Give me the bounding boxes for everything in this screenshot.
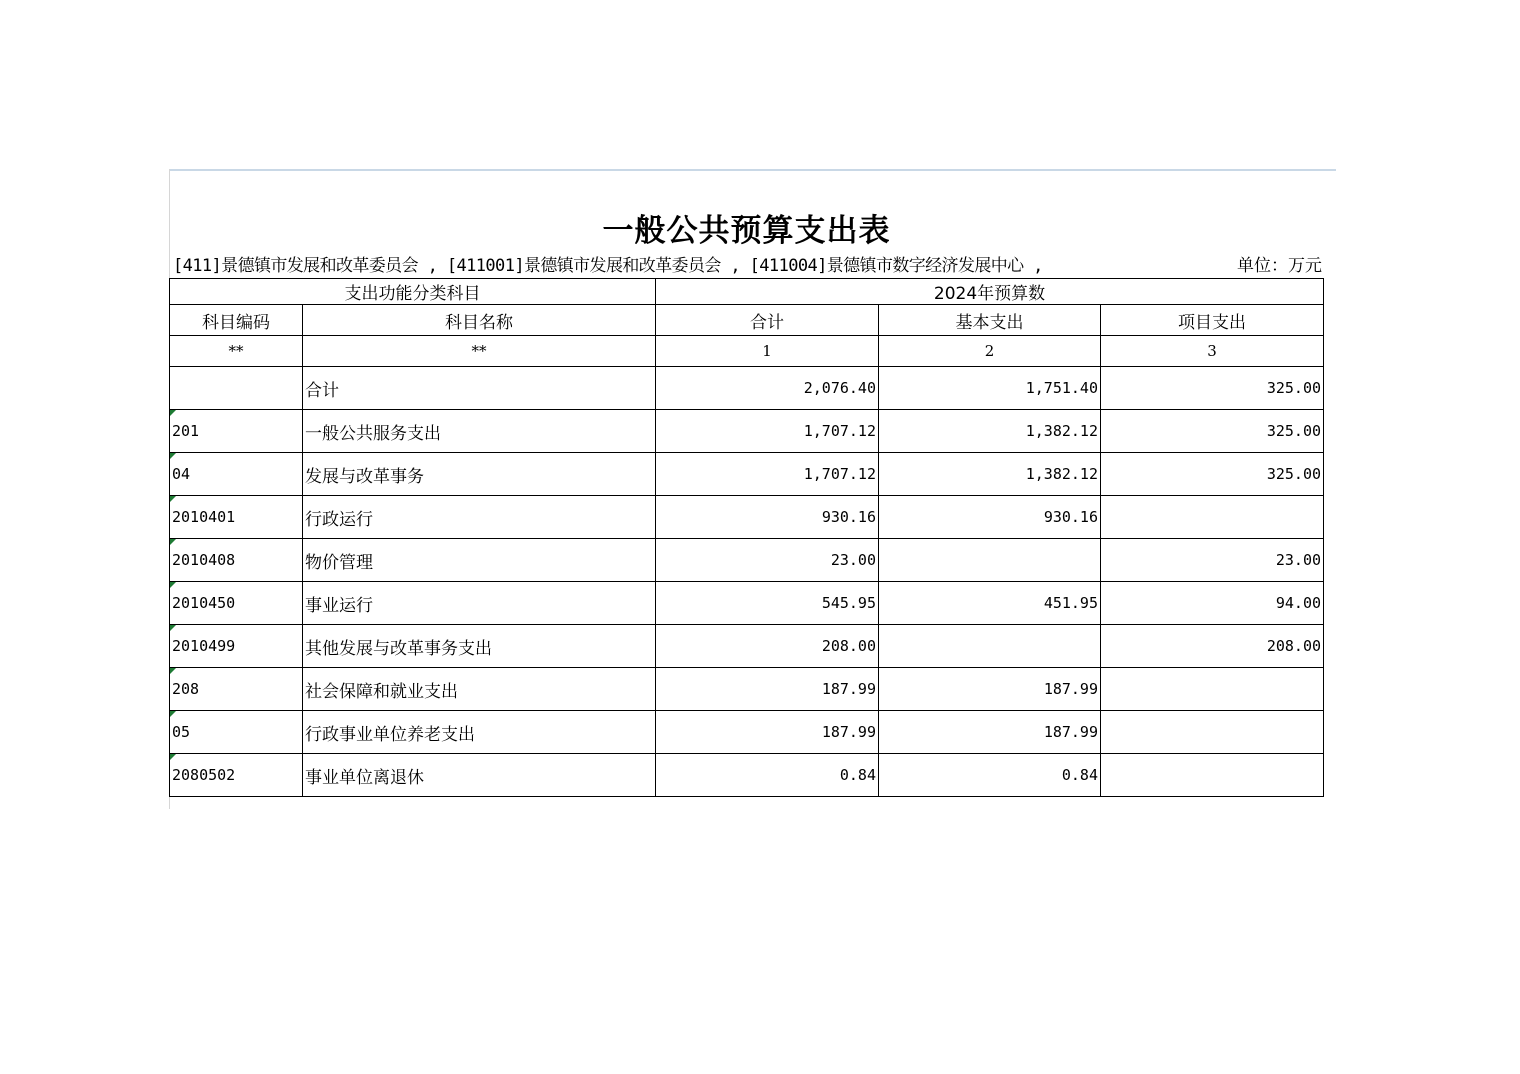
table-row (170, 754, 1324, 797)
cell-marker-icon (170, 754, 176, 760)
row-code-text: 201 (172, 422, 200, 440)
row-code[interactable] (170, 582, 303, 625)
header-index-row (170, 336, 1324, 367)
row-code[interactable] (170, 539, 303, 582)
row-basic[interactable]: 930.16 (879, 496, 1101, 539)
row-code[interactable] (170, 754, 303, 797)
header-name: 科目名称 (303, 305, 656, 336)
row-total[interactable]: 187.99 (656, 711, 879, 754)
table-row (170, 582, 1324, 625)
row-project[interactable] (1101, 496, 1324, 539)
cell-marker-icon (170, 410, 176, 416)
page-title: 一般公共预算支出表 (602, 213, 891, 249)
table-row (170, 367, 1324, 410)
header-group-row (170, 279, 1324, 305)
row-name[interactable]: 事业运行 (303, 582, 656, 625)
cell-marker-icon (170, 711, 176, 717)
row-code[interactable] (170, 410, 303, 453)
table-row (170, 668, 1324, 711)
row-basic[interactable] (879, 539, 1101, 582)
header-total: 合计 (656, 305, 879, 336)
row-total[interactable]: 23.00 (656, 539, 879, 582)
row-code-text: 2080502 (172, 766, 236, 784)
header-column-row (170, 305, 1324, 336)
row-total[interactable]: 1,707.12 (656, 453, 879, 496)
row-total[interactable]: 545.95 (656, 582, 879, 625)
row-basic[interactable]: 187.99 (879, 711, 1101, 754)
row-basic[interactable]: 1,751.40 (879, 367, 1101, 410)
unit-label: 单位：万元 (1237, 256, 1322, 276)
row-basic[interactable]: 187.99 (879, 668, 1101, 711)
row-basic[interactable]: 1,382.12 (879, 453, 1101, 496)
cell-marker-icon (170, 496, 176, 502)
row-project[interactable]: 325.00 (1101, 453, 1324, 496)
top-divider (169, 169, 1336, 171)
row-project[interactable] (1101, 754, 1324, 797)
table-row (170, 453, 1324, 496)
cell-marker-icon (170, 668, 176, 674)
row-code-text: 05 (172, 723, 191, 741)
cell-marker-icon (170, 625, 176, 631)
table-row (170, 496, 1324, 539)
row-name[interactable]: 事业单位离退休 (303, 754, 656, 797)
row-code-text: 2010450 (172, 594, 236, 612)
row-code[interactable] (170, 668, 303, 711)
row-name[interactable]: 行政事业单位养老支出 (303, 711, 656, 754)
row-project[interactable] (1101, 668, 1324, 711)
row-name[interactable]: 一般公共服务支出 (303, 410, 656, 453)
header-function-category: 支出功能分类科目 (170, 279, 656, 305)
row-code-text: 208 (172, 680, 200, 698)
row-basic[interactable]: 1,382.12 (879, 410, 1101, 453)
row-project[interactable]: 94.00 (1101, 582, 1324, 625)
index-basic: 2 (879, 336, 1101, 367)
row-code-text: 2010401 (172, 508, 236, 526)
table-row (170, 711, 1324, 754)
row-code[interactable] (170, 453, 303, 496)
index-name: ** (303, 336, 656, 367)
row-project[interactable]: 325.00 (1101, 410, 1324, 453)
row-project[interactable]: 208.00 (1101, 625, 1324, 668)
index-total: 1 (656, 336, 879, 367)
row-code-text: 2010408 (172, 551, 236, 569)
row-name[interactable]: 发展与改革事务 (303, 453, 656, 496)
row-project[interactable] (1101, 711, 1324, 754)
row-name[interactable]: 其他发展与改革事务支出 (303, 625, 656, 668)
row-total[interactable]: 187.99 (656, 668, 879, 711)
row-name[interactable]: 合计 (303, 367, 656, 410)
table-row (170, 410, 1324, 453)
row-basic[interactable]: 451.95 (879, 582, 1101, 625)
cell-marker-icon (170, 539, 176, 545)
row-basic[interactable] (879, 625, 1101, 668)
row-code-text: 2010499 (172, 637, 236, 655)
header-basic: 基本支出 (879, 305, 1101, 336)
header-code: 科目编码 (170, 305, 303, 336)
row-total[interactable]: 2,076.40 (656, 367, 879, 410)
row-total[interactable]: 208.00 (656, 625, 879, 668)
row-code[interactable] (170, 496, 303, 539)
row-total[interactable]: 0.84 (656, 754, 879, 797)
table-row (170, 625, 1324, 668)
index-project: 3 (1101, 336, 1324, 367)
row-code[interactable] (170, 711, 303, 754)
row-name[interactable]: 行政运行 (303, 496, 656, 539)
row-total[interactable]: 1,707.12 (656, 410, 879, 453)
row-project[interactable]: 325.00 (1101, 367, 1324, 410)
row-total[interactable]: 930.16 (656, 496, 879, 539)
row-basic[interactable]: 0.84 (879, 754, 1101, 797)
row-project[interactable]: 23.00 (1101, 539, 1324, 582)
row-code-text: 04 (172, 465, 191, 483)
row-code[interactable] (170, 625, 303, 668)
budget-table (169, 278, 1324, 797)
table-row (170, 539, 1324, 582)
header-budget-year: 2024年预算数 (656, 279, 1324, 305)
row-name[interactable]: 物价管理 (303, 539, 656, 582)
row-name[interactable]: 社会保障和就业支出 (303, 668, 656, 711)
spreadsheet-page (169, 169, 1336, 809)
cell-marker-icon (170, 582, 176, 588)
index-code: ** (170, 336, 303, 367)
header-project: 项目支出 (1101, 305, 1324, 336)
row-code[interactable] (170, 367, 303, 410)
cell-marker-icon (170, 453, 176, 459)
organization-line: [411]景德镇市发展和改革委员会 , [411001]景德镇市发展和改革委员会 , [411004]景德镇市数字经济发展中心 , (173, 256, 1043, 276)
